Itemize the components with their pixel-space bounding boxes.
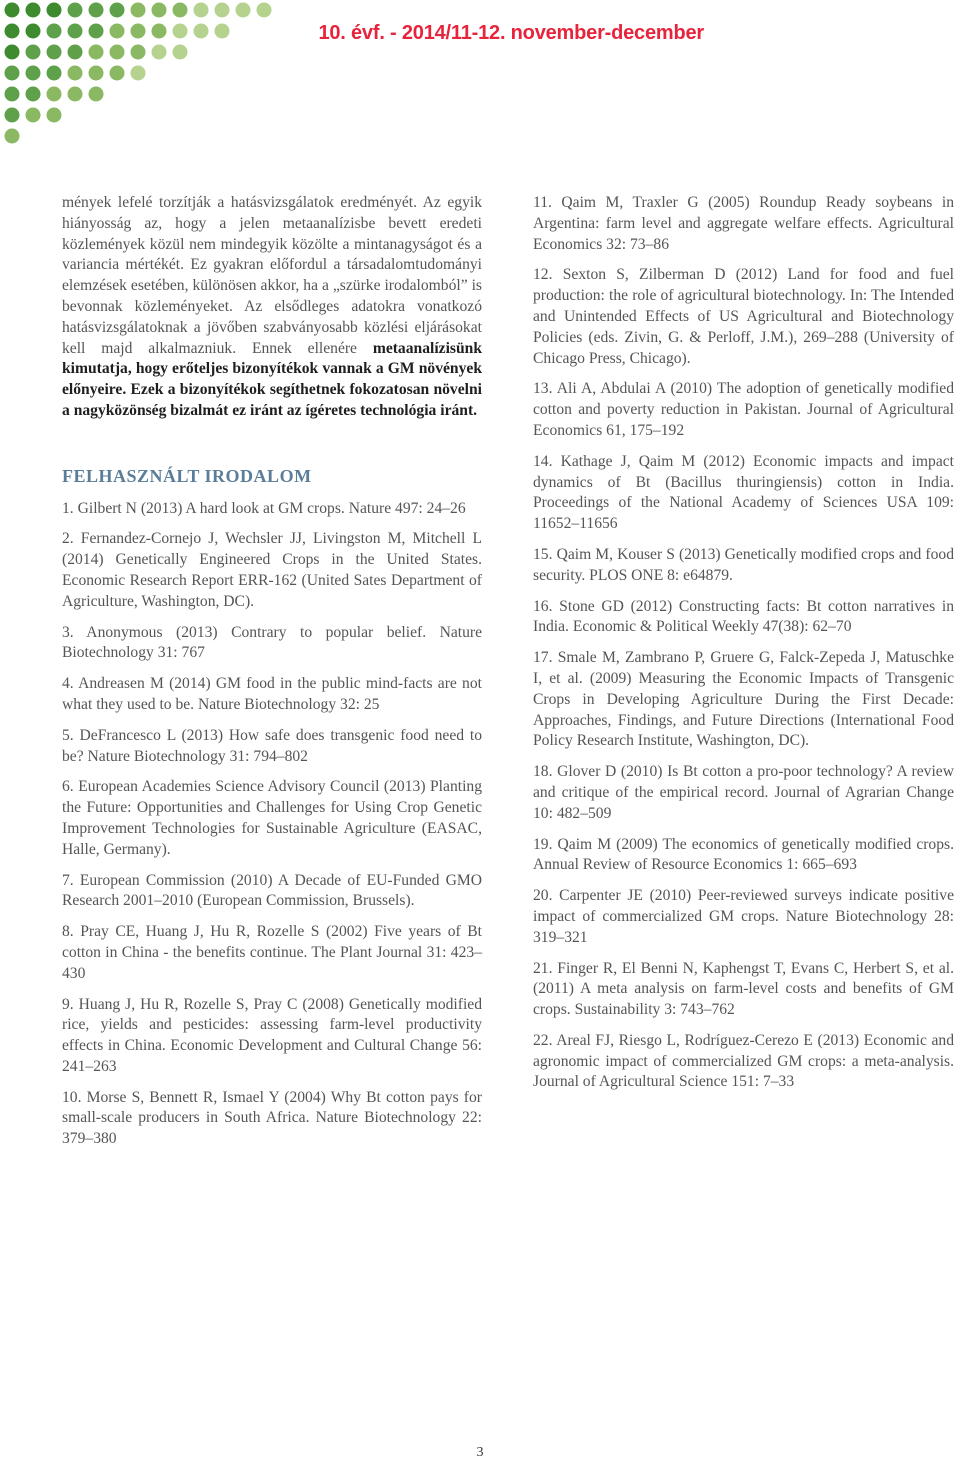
decorative-dot — [5, 45, 20, 60]
decorative-dot — [152, 3, 167, 18]
reference-item: 12. Sexton S, Zilberman D (2012) Land for food and fuel production: the role of agricultural biotechnology. In: The Intended and Unintended Effects of US Agricultural and Biotechnology Policies (eds. Zivin, G. & Perloff, J.M.), 269–288 (University of Chicago Press, Chicago). — [533, 266, 954, 367]
reference-item: 4. Andreasen M (2014) GM food in the public mind-facts are not what they used to be. Nature Biotechnology 32: 25 — [62, 675, 482, 713]
reference-item: 15. Qaim M, Kouser S (2013) Genetically modified crops and food security. PLOS ONE 8: e64879. — [533, 545, 954, 584]
decorative-dot — [5, 129, 20, 144]
issue-header: 10. évf. - 2014/11-12. november-december — [318, 22, 704, 44]
decorative-dot — [68, 3, 83, 18]
intro-paragraph — [62, 193, 482, 422]
decorative-dot — [47, 3, 62, 18]
decorative-dot — [26, 108, 41, 123]
decorative-dot — [131, 3, 146, 18]
section-title: FELHASZNÁLT IRODALOM — [62, 465, 312, 486]
decorative-dot — [152, 45, 167, 60]
decorative-dot — [68, 87, 83, 102]
reference-item: 9. Huang J, Hu R, Rozelle S, Pray C (2008) Genetically modified rice, yields and pesticides: assessing farm-level productivity effects in China. Economic Development and Cultural Change 56: 241–263 — [62, 995, 482, 1075]
intro-bold-text: metaanalízisünk kimutatja, hogy erőteljes bizonyítékok vannak a GM növények előnyeire. Ezek a bizonyítékok segíthetnek fokozatosan növelni a nagyközönség bizalmát ez iránt az ígéretes technológia iránt. — [62, 339, 482, 419]
decorative-dot — [131, 66, 146, 81]
decorative-dot — [5, 87, 20, 102]
reference-item: 19. Qaim M (2009) The economics of genetically modified crops. Annual Review of Resource Economics 1: 665–693 — [533, 835, 954, 874]
decorative-dot — [47, 45, 62, 60]
decorative-dot — [26, 87, 41, 102]
reference-item: 17. Smale M, Zambrano P, Gruere G, Falck-Zepeda J, Matuschke I, et al. (2009) Measuring the Economic Impacts of Transgenic Crops in Developing Agriculture During the First Decade: Approaches, Findings, and Future Directions (International Food Policy Research Institute, Washington, DC). — [533, 649, 954, 750]
reference-item: 18. Glover D (2010) Is Bt cotton a pro-poor technology? A review and critique of the empirical record. Journal of Agrarian Change 10: 482–509 — [533, 763, 954, 822]
reference-item: 3. Anonymous (2013) Contrary to popular belief. Nature Biotechnology 31: 767 — [62, 623, 482, 662]
reference-list-right — [533, 193, 954, 1093]
decorative-dot — [5, 108, 20, 123]
decorative-dot — [110, 45, 125, 60]
decorative-dot — [110, 3, 125, 18]
reference-item: 2. Fernandez-Cornejo J, Wechsler JJ, Livingston M, Mitchell L (2014) Genetically Engineered Crops in the United States. Economic Research Report ERR-162 (United Sates Department of Agriculture, Washington, DC). — [62, 530, 482, 610]
reference-item: 1. Gilbert N (2013) A hard look at GM crops. Nature 497: 24–26 — [62, 499, 466, 517]
reference-item: 22. Areal FJ, Riesgo L, Rodríguez-Cerezo E (2013) Economic and agronomic impact of commercialized GM crops: a meta-analysis. Journal of Agricultural Science 151: 7–33 — [533, 1031, 954, 1091]
decorative-dot — [257, 3, 272, 18]
left-column — [62, 193, 482, 1160]
decorative-dot — [215, 24, 230, 39]
decorative-dot — [89, 3, 104, 18]
reference-item: 20. Carpenter JE (2010) Peer-reviewed surveys indicate positive impact of commercialized GM crops. Nature Biotechnology 28: 319–321 — [533, 887, 954, 946]
decorative-dot — [68, 45, 83, 60]
decorative-dot — [26, 66, 41, 81]
page-number: 3 — [476, 1445, 484, 1460]
decorative-dot — [47, 24, 62, 39]
decorative-dot — [26, 3, 41, 18]
decorative-dot — [110, 24, 125, 39]
decorative-dot — [26, 24, 41, 39]
reference-item: 10. Morse S, Bennett R, Ismael Y (2004) Why Bt cotton pays for small-scale producers in South Africa. Nature Biotechnology 22: 379–380 — [62, 1088, 482, 1148]
decorative-dot — [110, 66, 125, 81]
reference-item: 5. DeFrancesco L (2013) How safe does transgenic food need to be? Nature Biotechnology 31: 794–802 — [62, 726, 482, 765]
decorative-dot — [194, 3, 209, 18]
reference-item: 7. European Commission (2010) A Decade of EU-Funded GMO Research 2001–2010 (European Commission, Brussels). — [62, 871, 482, 910]
decorative-dot-pattern — [0, 0, 300, 160]
reference-item: 13. Ali A, Abdulai A (2010) The adoption of genetically modified cotton and poverty reduction in Pakistan. Journal of Agricultural Economics 61, 175–192 — [533, 380, 954, 439]
right-column — [533, 193, 954, 1103]
decorative-dot — [26, 45, 41, 60]
decorative-dot — [5, 3, 20, 18]
decorative-dot — [173, 24, 188, 39]
decorative-dot — [173, 3, 188, 18]
reference-item: 11. Qaim M, Traxler G (2005) Roundup Ready soybeans in Argentina: farm level and aggregate welfare effects. Agricultural Economics 32: 73–86 — [533, 194, 954, 253]
decorative-dot — [89, 24, 104, 39]
decorative-dot — [236, 3, 251, 18]
decorative-dot — [131, 45, 146, 60]
decorative-dot — [47, 87, 62, 102]
decorative-dot — [5, 24, 20, 39]
decorative-dot — [152, 24, 167, 39]
decorative-dot — [89, 45, 104, 60]
decorative-dot — [194, 24, 209, 39]
intro-text: mények lefelé torzítják a hatásvizsgálatok eredményét. Az egyik hiányosság az, hogy a jelen metaanalízisbe bevett eredeti közlemények közül nem mindegyik közölte a mintanagyságot és a variancia mértékét. Ez gyakran előfordul a társadalomtudományi elemzések esetében, különösen akkor, ha a „szürke irodalomból” is bevonnak közleményeket. Az elsődleges adatokra vonatkozó hatásvizsgálatoknak a jövőben szabványosabb közlési eljárásokat kell majd alkalmazniuk. Ennek ellenére — [62, 194, 482, 357]
reference-item: 21. Finger R, El Benni N, Kaphengst T, Evans C, Herbert S, et al. (2011) A meta analysis on farm-level costs and benefits of GM crops. Sustainability 3: 743–762 — [533, 959, 954, 1019]
decorative-dot — [68, 66, 83, 81]
decorative-dot — [47, 66, 62, 81]
reference-item: 16. Stone GD (2012) Constructing facts: Bt cotton narratives in India. Economic & Political Weekly 47(38): 62–70 — [533, 597, 954, 636]
reference-item: 8. Pray CE, Huang J, Hu R, Rozelle S (2002) Five years of Bt cotton in China - the benefits continue. The Plant Journal 31: 423–430 — [62, 923, 482, 982]
decorative-dot — [131, 24, 146, 39]
decorative-dot — [89, 66, 104, 81]
reference-item: 6. European Academies Science Advisory Council (2013) Planting the Future: Opportunities and Challenges for Using Crop Genetic Improvement Technologies for Sustainable Agriculture (EASAC, Halle, Germany). — [62, 778, 482, 858]
decorative-dot — [89, 87, 104, 102]
reference-list-left — [62, 499, 482, 1151]
decorative-dot — [68, 24, 83, 39]
decorative-dot — [5, 66, 20, 81]
reference-item: 14. Kathage J, Qaim M (2012) Economic impacts and impact dynamics of Bt (Bacillus thuringiensis) cotton in India. Proceedings of the National Academy of Sciences USA 109: 11652–11656 — [533, 452, 954, 533]
decorative-dot — [47, 108, 62, 123]
decorative-dot — [215, 3, 230, 18]
decorative-dot — [173, 45, 188, 60]
